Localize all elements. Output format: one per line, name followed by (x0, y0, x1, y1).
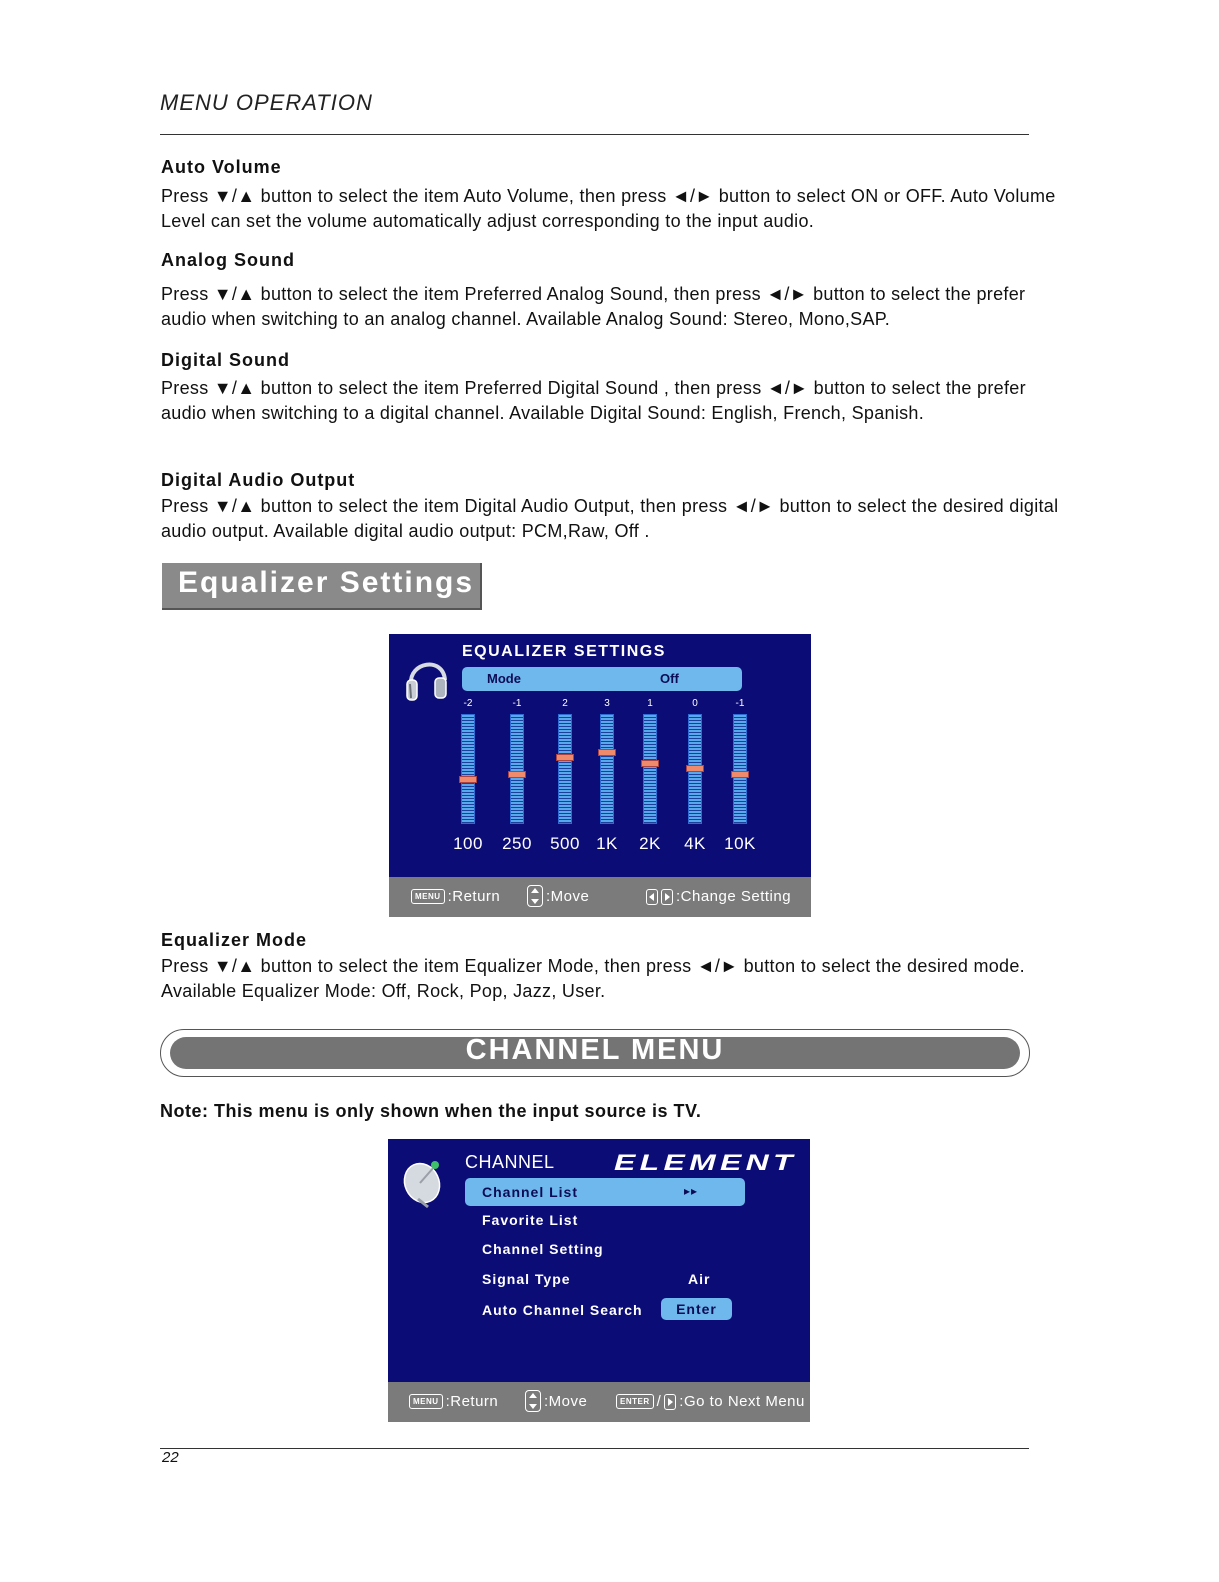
footer-move (527, 885, 589, 907)
submenu-arrow-icon: ▸▸ (684, 1184, 699, 1198)
menu-item-label: Signal Type (482, 1271, 571, 1287)
menu-item-signal-type[interactable] (465, 1265, 745, 1293)
eq-band[interactable] (545, 634, 585, 864)
auto-volume-text: Press ▼/▲ button to select the item Auto Volume, then press ◄/► button to select ON or OFF. Auto Volume Level can set the volume automatically adjust corresponding to the input audio. (161, 186, 1056, 231)
footer-move (525, 1390, 587, 1412)
eq-band[interactable] (497, 634, 537, 864)
mode-value: Off (660, 671, 679, 686)
band-slider-knob[interactable] (459, 776, 477, 783)
band-frequency: 2K (639, 834, 661, 853)
up-down-icon (525, 1390, 541, 1412)
band-slider-track[interactable] (558, 714, 572, 824)
mode-label: Mode (487, 671, 521, 686)
digital-audio-output-heading: Digital Audio Output (161, 470, 356, 490)
footer-rule (160, 1448, 1029, 1449)
band-slider-knob[interactable] (508, 771, 526, 778)
eq-band[interactable] (587, 634, 627, 864)
channel-menu-title-banner (160, 1029, 1030, 1077)
band-value: 2 (562, 698, 568, 709)
footer-change (646, 888, 791, 905)
band-slider-track[interactable] (461, 714, 475, 824)
band-value: -2 (463, 698, 473, 709)
band-slider-knob[interactable] (641, 760, 659, 767)
analog-sound-heading: Analog Sound (161, 250, 295, 270)
headphones-icon (403, 650, 451, 708)
menu-key-icon: MENU (409, 1394, 443, 1409)
auto-volume-heading: Auto Volume (161, 157, 282, 177)
slash-separator: / (656, 1393, 662, 1410)
menu-item-channel-list[interactable] (465, 1178, 745, 1206)
eq-band[interactable] (675, 634, 715, 864)
band-value: -1 (735, 698, 745, 709)
band-frequency: 1K (596, 834, 618, 853)
footer-move-label: :Move (546, 887, 590, 905)
enter-key-icon: ENTER (616, 1394, 654, 1409)
channel-footer (388, 1382, 810, 1422)
signal-type-value: Air (688, 1271, 711, 1287)
analog-sound-text: Press ▼/▲ button to select the item Preferred Analog Sound, then press ◄/► button to select the prefer audio when switching to an analog channel. Available Analog Sound: Stereo, Mono,SAP. (161, 284, 1026, 329)
band-value: 3 (604, 698, 610, 709)
band-slider-track[interactable] (510, 714, 524, 824)
channel-screen (388, 1139, 810, 1422)
note-label: Note (160, 1101, 202, 1121)
menu-item-label: Favorite List (482, 1212, 579, 1228)
header-rule (160, 134, 1029, 135)
equalizer-footer (389, 877, 811, 917)
band-frequency: 100 (453, 834, 483, 853)
digital-audio-output-text: Press ▼/▲ button to select the item Digital Audio Output, then press ◄/► button to select the desired digital audio output. Available digital audio output: PCM,Raw, Off . (161, 496, 1059, 541)
note (160, 1101, 701, 1122)
channel-menu-title: CHANNEL MENU (465, 1034, 725, 1066)
footer-next-menu (616, 1393, 805, 1410)
equalizer-section-title: Equalizer Settings (178, 566, 475, 599)
band-value: 0 (692, 698, 698, 709)
equalizer-menu-title: EQUALIZER SETTINGS (462, 643, 666, 660)
up-down-icon (527, 885, 543, 907)
digital-sound-text: Press ▼/▲ button to select the item Preferred Digital Sound , then press ◄/► button to select the prefer audio when switching to a digital channel. Available Digital Sound: English, French, Spanish. (161, 378, 1026, 423)
footer-return-label: :Return (447, 888, 501, 905)
band-frequency: 10K (724, 834, 756, 853)
band-slider-knob[interactable] (598, 749, 616, 756)
left-arrow-icon (646, 889, 658, 905)
band-slider-knob[interactable] (686, 765, 704, 772)
footer-return (409, 1393, 498, 1410)
menu-item-favorite-list[interactable] (465, 1206, 745, 1234)
band-frequency: 4K (684, 834, 706, 853)
channel-menu-screen-title: CHANNEL (465, 1152, 555, 1172)
element-brand-logo: ELEMENT (614, 1150, 797, 1175)
menu-item-auto-channel-search[interactable] (465, 1296, 745, 1324)
equalizer-mode-text: Press ▼/▲ button to select the item Equalizer Mode, then press ◄/► button to select the desired mode. Available Equalizer Mode: Off, Rock, Pop, Jazz, User. (161, 956, 1025, 1001)
eq-band[interactable] (630, 634, 670, 864)
footer-next-label: :Go to Next Menu (679, 1393, 805, 1410)
menu-key-icon: MENU (411, 889, 445, 904)
band-value: -1 (512, 698, 522, 709)
band-frequency: 500 (550, 834, 580, 853)
band-slider-knob[interactable] (556, 754, 574, 761)
menu-item-label: Channel Setting (482, 1241, 604, 1257)
note-text: : This menu is only shown when the input source is TV. (202, 1101, 702, 1121)
band-slider-track[interactable] (643, 714, 657, 824)
page-header: MENU OPERATION (160, 90, 373, 115)
page-number: 22 (162, 1449, 179, 1466)
eq-band[interactable] (448, 634, 488, 864)
right-arrow-icon (664, 1394, 676, 1410)
right-arrow-icon (661, 889, 673, 905)
eq-band[interactable] (720, 634, 760, 864)
footer-move-label: :Move (544, 1392, 588, 1410)
band-frequency: 250 (502, 834, 532, 853)
band-slider-track[interactable] (733, 714, 747, 824)
band-value: 1 (647, 698, 653, 709)
band-slider-knob[interactable] (731, 771, 749, 778)
menu-item-label: Channel List (482, 1184, 579, 1200)
footer-return (411, 888, 500, 905)
enter-button[interactable]: Enter (661, 1298, 732, 1320)
digital-sound-heading: Digital Sound (161, 350, 290, 370)
satellite-dish-icon (400, 1155, 450, 1209)
footer-return-label: :Return (445, 1393, 499, 1410)
menu-item-channel-setting[interactable] (465, 1235, 745, 1263)
band-slider-track[interactable] (600, 714, 614, 824)
equalizer-screen (389, 634, 811, 917)
equalizer-mode-heading: Equalizer Mode (161, 930, 308, 950)
menu-item-label: Auto Channel Search (482, 1302, 643, 1318)
footer-change-label: :Change Setting (676, 888, 792, 905)
